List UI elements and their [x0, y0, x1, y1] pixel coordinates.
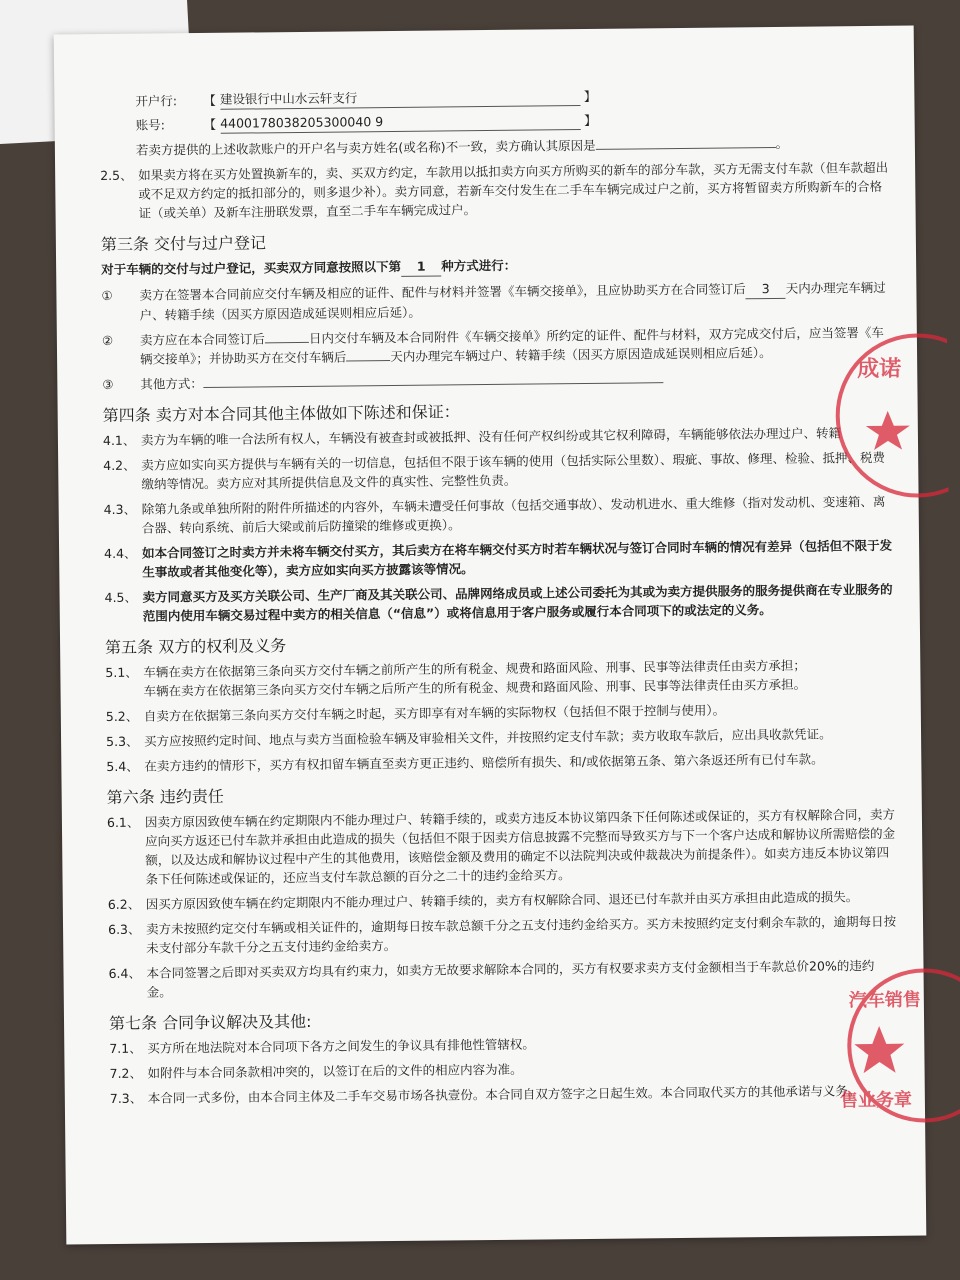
section-4-title: 第四条 卖方对本合同其他主体做如下陈述和保证： [102, 402, 460, 426]
svg-text:成诺: 成诺 [857, 356, 902, 383]
s6-list [107, 805, 899, 1002]
contract-page [54, 26, 927, 1245]
bank-row: 开户行: 【 建设银行中山水云轩支行 】 [135, 81, 889, 113]
account-label: 账号: [135, 116, 165, 133]
account-value: 4400178038205300040 9 [220, 110, 580, 134]
bank-value: 建设银行中山水云轩支行 [220, 86, 580, 110]
s4-list [103, 423, 895, 626]
contract-content [99, 81, 900, 1108]
clause-item: 6.4、 本合同签署之后即对买卖双方均具有约束力，如卖方无故要求解除本合同的，买方有权要求卖方支付金额相当于车款总价20%的违约金。 [108, 957, 875, 1000]
clause-item: 4.3、 除第九条或单独所附的附件所描述的内容外，车辆未遭受任何事故（包括交通事故）、发动机进水、重大维修（指对发动机、变速箱、离合器、转向系统、前后大梁或前后防撞梁的维修或更换）。 [103, 493, 886, 536]
clause-item: 6.1、 因卖方原因致使车辆在约定期限内不能办理过户、转籍手续的，或卖方违反本协议第四条下任何陈述或保证的，买方有权解除合同，卖方应向买方返还已付车款并承担由此造成的损失（包括但不限于因卖方信息披露不完整而导致买方与下一个客户达成和解协议所需赔偿的金额，以及达成和解协议过程中产生的其他费用，该赔偿金额及费用的确定不以法院判决或仲裁裁决为前提条件）。如卖方违反本协议第四条下任何陈述或保证的，还应当支付车款总额的百分之二十的违约金给买方。 [106, 806, 896, 887]
svg-text:售业务章: 售业务章 [839, 1089, 913, 1112]
bank-label: 开户行: [135, 92, 178, 109]
account-note: 若卖方提供的上述收款账户的开户名与卖方姓名(或名称)不一致，卖方确认其原因是 。 [135, 135, 789, 158]
section-6-title: 第六条 违约责任 [106, 786, 224, 808]
clause-item: 6.2、 因买方原因致使车辆在约定期限内不能办理过户、转籍手续的，卖方有权解除合同、退还已付车款并由买方承担由此造成的损失。 [107, 889, 859, 913]
section-5-title: 第五条 双方的权利及义务 [105, 636, 287, 658]
s3-intro: 对于车辆的交付与过户登记，买卖双方同意按照以下第 1 种方式进行： [101, 257, 517, 278]
clause-item: 5.3、 买方应按照约定时间、地点与卖方当面检验车辆及审验相关文件，并按照约定支付车款；卖方收取车款后，应出具收款凭证。 [106, 726, 832, 750]
clause-item: 5.1、 车辆在卖方在依据第三条向买方交付车辆之前所产生的所有税金、规费和路面风险、刑事、民事等法律责任由卖方承担； 车辆在卖方在依据第三条向买方交付车辆之后所产生的所有税金、规费和路面风险、刑事、民事等法律责任由买方承担。 [105, 657, 807, 699]
s3-option-3: ③ 其他方式： [102, 367, 892, 394]
clause-item: 7.1、 买方所在地法院对本合同项下各方之间发生的争议具有排他性管辖权。 [109, 1036, 535, 1057]
clause-item: 4.1、 卖方为车辆的唯一合法所有权人，车辆没有被查封或被抵押、没有任何产权纠纷或其它权利障碍，车辆能够依法办理过户、转籍 [102, 425, 841, 449]
s3-option-2: ② 卖方应在本合同签订后 日内交付车辆及本合同附件《车辆交接单》所约定的证件、配件与材料，双方完成交付后，应当签署《车辆交接单》；并协助买方在交付车辆后 天内办理完车辆过户、转籍手续（因买方原因造成延误则相应后延）。 [101, 324, 884, 367]
clause-item: 4.5、 卖方同意买方及买方关联公司、生产厂商及其关联公司、品牌网络成员或上述公司委托为其或为卖方提供服务的服务提供商在专业服务的范围内使用车辆交易过程中卖方的相关信息（“信息”）或将信息用于客户服务或履行本合同项下的或法定的义务。 [104, 581, 893, 624]
clause-item: 7.3、 本合同一式多份，由本合同主体及二手车交易市场各执壹份。本合同自双方签字之日起生效。本合同取代买方的其他承诺与义务。 [109, 1083, 861, 1107]
account-row: 账号: 【 4400178038205300040 9 】 [136, 105, 890, 137]
sales-seal-stamp [823, 965, 960, 1126]
section-7-title: 第七条 合同争议解决及其他: [108, 1011, 312, 1034]
clause-item: 5.4、 在卖方违约的情形下，买方有权扣留车辆直至卖方更正违约、赔偿所有损失、和/或依据第五条、第六条返还所有已付车款。 [106, 751, 824, 775]
red-seal-stamp [827, 315, 949, 516]
clause-item: 4.2、 卖方应如实向买方提供与车辆有关的一切信息，包括但不限于该车辆的使用（包括实际公里数）、瑕疵、事故、修理、检验、抵押、税费缴纳等情况。卖方应对其所提供信息及文件的真实性、完整性负责。 [103, 449, 886, 492]
section-3-title: 第三条 交付与过户登记 [100, 233, 267, 255]
svg-text:汽车销售: 汽车销售 [848, 989, 921, 1012]
clause-item: 6.3、 卖方未按照约定交付车辆或相关证件的，逾期每日按车款总额千分之五支付违约金给买方。买方未按照约定支付剩余车款的，逾期每日按未支付部分车款千分之五支付违约金给卖方。 [107, 913, 897, 956]
clause-item: 4.4、 如本合同签订之时卖方并未将车辆交付买方，其后卖方在将车辆交付买方时若车辆状况与签订合同时车辆的情况有差异（包括但不限于发生事故或者其他变化等），卖方应如实向买方披露该等情况。 [104, 537, 893, 580]
clause-item: 5.2、 自卖方在依据第三条向买方交付车辆之时起，买方即享有对车辆的实际物权（包括但不限于控制与使用）。 [105, 702, 726, 725]
clause-item: 7.2、 如附件与本合同条款相冲突的，以签订在后的文件的相应内容为准。 [109, 1061, 523, 1082]
clause-2-5: 2.5、 如果卖方将在买方处置换新车的，卖、买双方约定，车款用以抵扣卖方向买方所购买的新车的部分车款，买方无需支付车款（但车款超出或不足双方约定的抵扣部分的，则多退少补）。卖方同意，若新车交付发生在二手车车辆完成过户之前，买方将暂留卖方所购新车的合格证（或关单）及新车注册联发票，直至二手车车辆完成过户。 [100, 159, 889, 221]
s5-list [105, 655, 896, 776]
s7-list [109, 1031, 900, 1108]
s3-option-1: ① 卖方在签署本合同前应交付车辆及相应的证件、配件与材料并签署《车辆交接单》，且应协助买方在合同签订后 3 天内办理完车辆过户、转籍手续（因买方原因造成延误则相应后延）。 [101, 279, 886, 323]
